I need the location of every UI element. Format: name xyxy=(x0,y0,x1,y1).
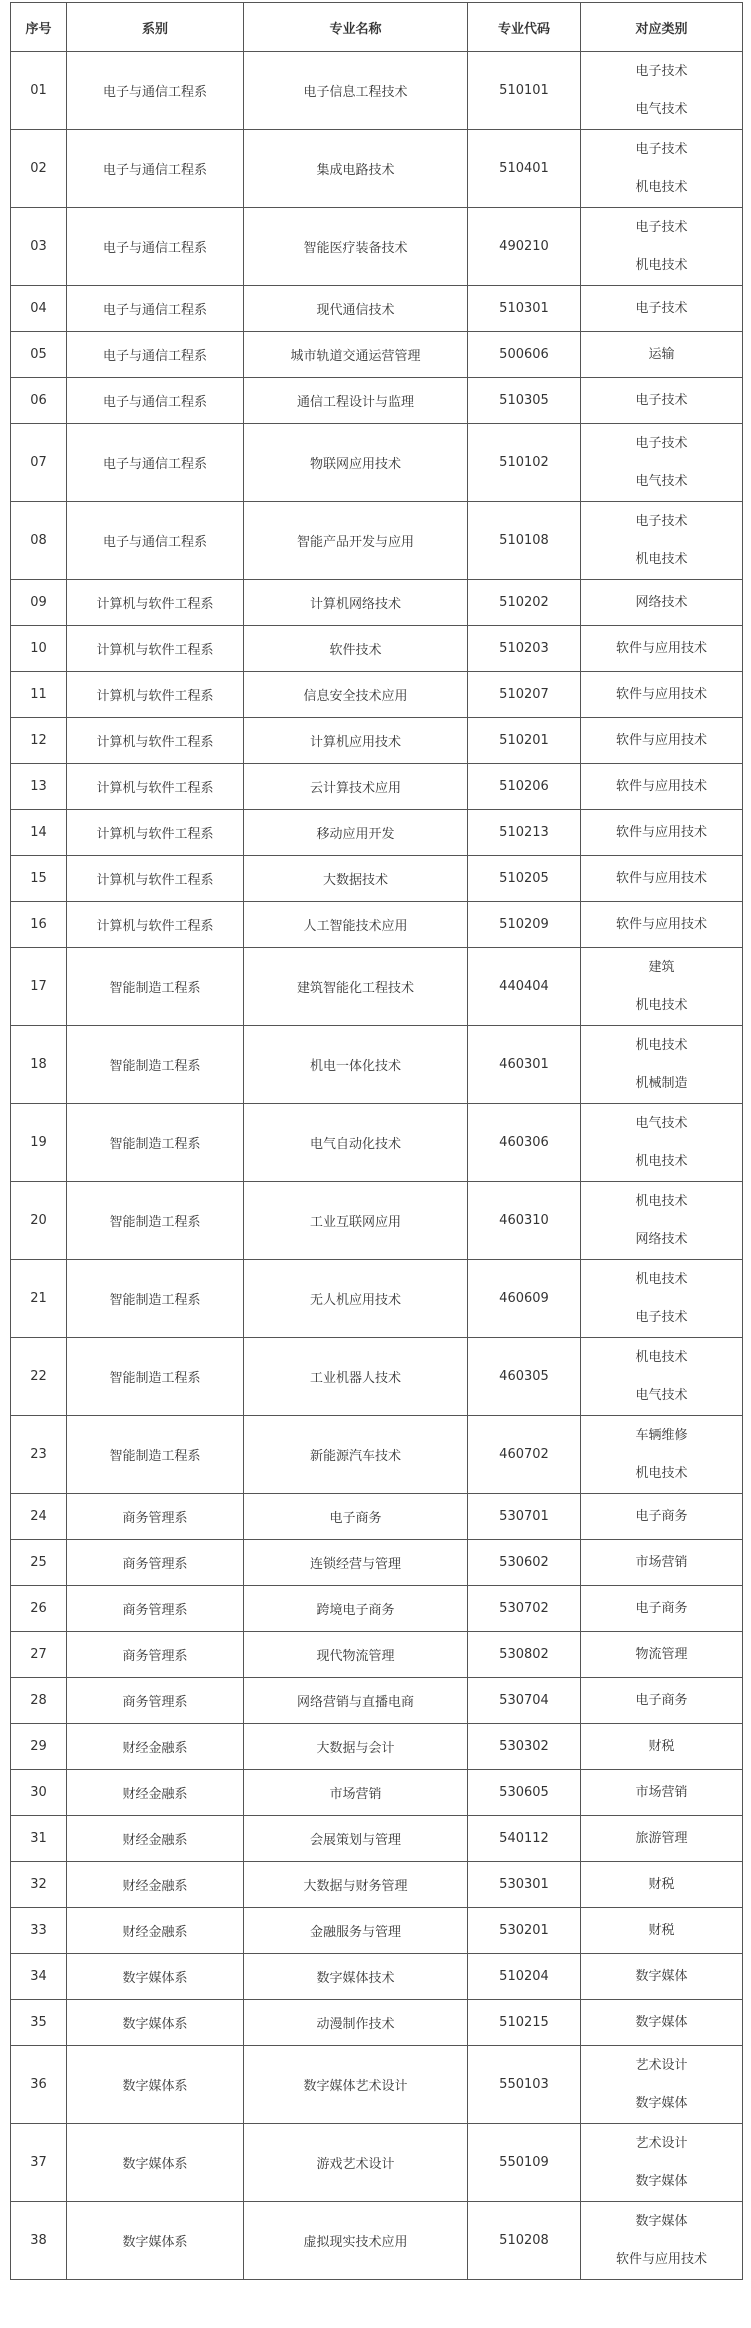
table-row xyxy=(11,1494,743,1540)
category-label: 数字媒体 xyxy=(635,2213,688,2229)
row-dept: 计算机与软件工程系 xyxy=(67,856,244,902)
row-major: 新能源汽车技术 xyxy=(244,1416,468,1494)
category-label: 机电技术 xyxy=(635,1465,688,1481)
header-no: 序号 xyxy=(11,3,67,52)
row-categories xyxy=(581,1540,743,1586)
category-label: 财税 xyxy=(648,1922,675,1938)
row-categories xyxy=(581,764,743,810)
row-code: 510205 xyxy=(468,856,581,902)
row-categories xyxy=(581,1182,743,1260)
table-row xyxy=(11,286,743,332)
row-dept: 智能制造工程系 xyxy=(67,1026,244,1104)
table-row xyxy=(11,1632,743,1678)
row-categories xyxy=(581,1494,743,1540)
table-row xyxy=(11,856,743,902)
row-major: 电子商务 xyxy=(244,1494,468,1540)
table-row xyxy=(11,1586,743,1632)
row-no: 17 xyxy=(11,948,67,1026)
table-row xyxy=(11,1724,743,1770)
table-row xyxy=(11,1338,743,1416)
category-label: 机电技术 xyxy=(635,1153,688,1169)
row-code: 490210 xyxy=(468,208,581,286)
row-code: 500606 xyxy=(468,332,581,378)
row-no: 07 xyxy=(11,424,67,502)
category-label: 机电技术 xyxy=(635,551,688,567)
row-dept: 智能制造工程系 xyxy=(67,1104,244,1182)
row-categories xyxy=(581,1954,743,2000)
table-row xyxy=(11,424,743,502)
category-label: 物流管理 xyxy=(635,1646,688,1662)
row-no: 35 xyxy=(11,2000,67,2046)
row-no: 32 xyxy=(11,1862,67,1908)
table-row xyxy=(11,1816,743,1862)
row-categories xyxy=(581,718,743,764)
row-no: 02 xyxy=(11,130,67,208)
row-categories xyxy=(581,1632,743,1678)
category-label: 电子商务 xyxy=(635,1692,688,1708)
table-row xyxy=(11,2124,743,2202)
row-major: 信息安全技术应用 xyxy=(244,672,468,718)
row-major: 电子信息工程技术 xyxy=(244,52,468,130)
row-no: 36 xyxy=(11,2046,67,2124)
category-label: 机电技术 xyxy=(635,1349,688,1365)
row-dept: 财经金融系 xyxy=(67,1724,244,1770)
row-code: 510202 xyxy=(468,580,581,626)
category-label: 软件与应用技术 xyxy=(615,916,707,932)
table-row xyxy=(11,332,743,378)
row-dept: 商务管理系 xyxy=(67,1540,244,1586)
row-no: 23 xyxy=(11,1416,67,1494)
row-no: 03 xyxy=(11,208,67,286)
row-categories xyxy=(581,208,743,286)
row-major: 大数据与会计 xyxy=(244,1724,468,1770)
row-code: 510204 xyxy=(468,1954,581,2000)
row-no: 26 xyxy=(11,1586,67,1632)
table-row xyxy=(11,810,743,856)
header-category: 对应类别 xyxy=(581,3,743,52)
category-label: 软件与应用技术 xyxy=(615,2251,707,2267)
category-label: 软件与应用技术 xyxy=(615,640,707,656)
row-no: 06 xyxy=(11,378,67,424)
category-label: 软件与应用技术 xyxy=(615,824,707,840)
row-major: 云计算技术应用 xyxy=(244,764,468,810)
category-label: 软件与应用技术 xyxy=(615,732,707,748)
row-code: 530702 xyxy=(468,1586,581,1632)
row-no: 28 xyxy=(11,1678,67,1724)
row-code: 510102 xyxy=(468,424,581,502)
table-row xyxy=(11,2046,743,2124)
row-no: 15 xyxy=(11,856,67,902)
row-code: 460609 xyxy=(468,1260,581,1338)
row-code: 460301 xyxy=(468,1026,581,1104)
category-label: 软件与应用技术 xyxy=(615,686,707,702)
table-row xyxy=(11,502,743,580)
row-no: 05 xyxy=(11,332,67,378)
row-major: 游戏艺术设计 xyxy=(244,2124,468,2202)
row-no: 34 xyxy=(11,1954,67,2000)
row-code: 510401 xyxy=(468,130,581,208)
row-dept: 计算机与软件工程系 xyxy=(67,718,244,764)
row-code: 550103 xyxy=(468,2046,581,2124)
table-row xyxy=(11,1908,743,1954)
row-code: 460306 xyxy=(468,1104,581,1182)
row-categories xyxy=(581,424,743,502)
row-dept: 电子与通信工程系 xyxy=(67,332,244,378)
row-dept: 数字媒体系 xyxy=(67,2202,244,2280)
category-label: 机电技术 xyxy=(635,179,688,195)
row-categories xyxy=(581,130,743,208)
row-no: 18 xyxy=(11,1026,67,1104)
row-major: 金融服务与管理 xyxy=(244,1908,468,1954)
category-label: 网络技术 xyxy=(635,594,688,610)
row-categories xyxy=(581,1908,743,1954)
row-categories xyxy=(581,2202,743,2280)
category-label: 电子商务 xyxy=(635,1508,688,1524)
row-dept: 财经金融系 xyxy=(67,1908,244,1954)
category-label: 电子技术 xyxy=(635,141,688,157)
category-label: 电子技术 xyxy=(635,63,688,79)
majors-table xyxy=(10,2,743,2280)
row-dept: 商务管理系 xyxy=(67,1586,244,1632)
row-major: 网络营销与直播电商 xyxy=(244,1678,468,1724)
row-code: 460310 xyxy=(468,1182,581,1260)
row-categories xyxy=(581,2124,743,2202)
row-categories xyxy=(581,1260,743,1338)
table-row xyxy=(11,1678,743,1724)
category-label: 电气技术 xyxy=(635,101,688,117)
row-dept: 电子与通信工程系 xyxy=(67,502,244,580)
row-no: 30 xyxy=(11,1770,67,1816)
row-major: 市场营销 xyxy=(244,1770,468,1816)
row-code: 530201 xyxy=(468,1908,581,1954)
row-major: 动漫制作技术 xyxy=(244,2000,468,2046)
table-row xyxy=(11,626,743,672)
row-dept: 数字媒体系 xyxy=(67,1954,244,2000)
row-categories xyxy=(581,1862,743,1908)
table-row xyxy=(11,1540,743,1586)
table-row xyxy=(11,902,743,948)
row-no: 33 xyxy=(11,1908,67,1954)
row-major: 集成电路技术 xyxy=(244,130,468,208)
table-row xyxy=(11,1862,743,1908)
row-categories xyxy=(581,1678,743,1724)
table-row xyxy=(11,672,743,718)
row-major: 电气自动化技术 xyxy=(244,1104,468,1182)
table-body xyxy=(11,52,743,2280)
table-row xyxy=(11,1026,743,1104)
table-row xyxy=(11,1954,743,2000)
row-no: 22 xyxy=(11,1338,67,1416)
category-label: 建筑 xyxy=(648,959,675,975)
row-categories xyxy=(581,2000,743,2046)
row-dept: 计算机与软件工程系 xyxy=(67,626,244,672)
table-row xyxy=(11,948,743,1026)
row-categories xyxy=(581,948,743,1026)
row-dept: 商务管理系 xyxy=(67,1632,244,1678)
category-label: 机电技术 xyxy=(635,1271,688,1287)
row-major: 移动应用开发 xyxy=(244,810,468,856)
table-row xyxy=(11,718,743,764)
row-no: 10 xyxy=(11,626,67,672)
row-major: 虚拟现实技术应用 xyxy=(244,2202,468,2280)
category-label: 电气技术 xyxy=(635,1387,688,1403)
row-dept: 电子与通信工程系 xyxy=(67,378,244,424)
category-label: 电子技术 xyxy=(635,392,688,408)
row-code: 530802 xyxy=(468,1632,581,1678)
category-label: 电子技术 xyxy=(635,513,688,529)
row-code: 550109 xyxy=(468,2124,581,2202)
table-row xyxy=(11,764,743,810)
category-label: 机电技术 xyxy=(635,997,688,1013)
row-dept: 财经金融系 xyxy=(67,1816,244,1862)
row-categories xyxy=(581,580,743,626)
row-categories xyxy=(581,1586,743,1632)
table-row xyxy=(11,1104,743,1182)
category-label: 数字媒体 xyxy=(635,1968,688,1984)
category-label: 数字媒体 xyxy=(635,2014,688,2030)
row-major: 连锁经营与管理 xyxy=(244,1540,468,1586)
row-code: 510215 xyxy=(468,2000,581,2046)
row-no: 14 xyxy=(11,810,67,856)
row-categories xyxy=(581,52,743,130)
row-code: 460702 xyxy=(468,1416,581,1494)
row-categories xyxy=(581,2046,743,2124)
row-no: 13 xyxy=(11,764,67,810)
row-code: 510108 xyxy=(468,502,581,580)
row-dept: 数字媒体系 xyxy=(67,2046,244,2124)
row-dept: 计算机与软件工程系 xyxy=(67,764,244,810)
row-major: 智能医疗装备技术 xyxy=(244,208,468,286)
row-code: 530602 xyxy=(468,1540,581,1586)
row-no: 12 xyxy=(11,718,67,764)
row-dept: 财经金融系 xyxy=(67,1862,244,1908)
row-dept: 电子与通信工程系 xyxy=(67,130,244,208)
row-no: 04 xyxy=(11,286,67,332)
category-label: 电子技术 xyxy=(635,300,688,316)
row-categories xyxy=(581,1416,743,1494)
row-dept: 电子与通信工程系 xyxy=(67,208,244,286)
row-no: 21 xyxy=(11,1260,67,1338)
row-categories xyxy=(581,502,743,580)
row-no: 19 xyxy=(11,1104,67,1182)
category-label: 数字媒体 xyxy=(635,2173,688,2189)
row-no: 24 xyxy=(11,1494,67,1540)
row-categories xyxy=(581,1026,743,1104)
category-label: 软件与应用技术 xyxy=(615,870,707,886)
row-major: 数字媒体艺术设计 xyxy=(244,2046,468,2124)
header-dept: 系别 xyxy=(67,3,244,52)
category-label: 网络技术 xyxy=(635,1231,688,1247)
row-code: 510213 xyxy=(468,810,581,856)
row-major: 智能产品开发与应用 xyxy=(244,502,468,580)
table-row xyxy=(11,2202,743,2280)
row-dept: 智能制造工程系 xyxy=(67,1338,244,1416)
row-dept: 智能制造工程系 xyxy=(67,1182,244,1260)
row-no: 31 xyxy=(11,1816,67,1862)
category-label: 运输 xyxy=(648,346,675,362)
row-major: 软件技术 xyxy=(244,626,468,672)
row-dept: 商务管理系 xyxy=(67,1678,244,1724)
row-major: 通信工程设计与监理 xyxy=(244,378,468,424)
row-dept: 电子与通信工程系 xyxy=(67,52,244,130)
row-no: 38 xyxy=(11,2202,67,2280)
row-major: 工业机器人技术 xyxy=(244,1338,468,1416)
row-code: 530605 xyxy=(468,1770,581,1816)
row-categories xyxy=(581,286,743,332)
row-categories xyxy=(581,1770,743,1816)
category-label: 电气技术 xyxy=(635,473,688,489)
row-code: 510301 xyxy=(468,286,581,332)
row-categories xyxy=(581,672,743,718)
table-row xyxy=(11,1770,743,1816)
row-categories xyxy=(581,1338,743,1416)
category-label: 机电技术 xyxy=(635,1193,688,1209)
table-row xyxy=(11,130,743,208)
category-label: 市场营销 xyxy=(635,1554,688,1570)
table-row xyxy=(11,1416,743,1494)
row-code: 510209 xyxy=(468,902,581,948)
category-label: 数字媒体 xyxy=(635,2095,688,2111)
category-label: 财税 xyxy=(648,1876,675,1892)
row-categories xyxy=(581,1104,743,1182)
row-code: 510207 xyxy=(468,672,581,718)
header-major: 专业名称 xyxy=(244,3,468,52)
category-label: 电子商务 xyxy=(635,1600,688,1616)
row-dept: 商务管理系 xyxy=(67,1494,244,1540)
category-label: 软件与应用技术 xyxy=(615,778,707,794)
row-code: 540112 xyxy=(468,1816,581,1862)
row-categories xyxy=(581,902,743,948)
table-row xyxy=(11,1182,743,1260)
row-dept: 电子与通信工程系 xyxy=(67,286,244,332)
table-row xyxy=(11,580,743,626)
row-no: 16 xyxy=(11,902,67,948)
category-label: 电子技术 xyxy=(635,1309,688,1325)
row-dept: 计算机与软件工程系 xyxy=(67,672,244,718)
row-dept: 智能制造工程系 xyxy=(67,1260,244,1338)
row-major: 计算机应用技术 xyxy=(244,718,468,764)
row-major: 人工智能技术应用 xyxy=(244,902,468,948)
row-major: 跨境电子商务 xyxy=(244,1586,468,1632)
category-label: 市场营销 xyxy=(635,1784,688,1800)
table-row xyxy=(11,378,743,424)
row-code: 530701 xyxy=(468,1494,581,1540)
row-major: 大数据技术 xyxy=(244,856,468,902)
category-label: 机电技术 xyxy=(635,1037,688,1053)
row-dept: 数字媒体系 xyxy=(67,2124,244,2202)
row-major: 数字媒体技术 xyxy=(244,1954,468,2000)
table-row xyxy=(11,52,743,130)
category-label: 财税 xyxy=(648,1738,675,1754)
row-categories xyxy=(581,856,743,902)
row-categories xyxy=(581,1816,743,1862)
row-major: 工业互联网应用 xyxy=(244,1182,468,1260)
row-major: 现代物流管理 xyxy=(244,1632,468,1678)
row-dept: 电子与通信工程系 xyxy=(67,424,244,502)
row-dept: 计算机与软件工程系 xyxy=(67,902,244,948)
row-code: 530302 xyxy=(468,1724,581,1770)
row-no: 37 xyxy=(11,2124,67,2202)
row-code: 530704 xyxy=(468,1678,581,1724)
row-dept: 计算机与软件工程系 xyxy=(67,580,244,626)
row-major: 机电一体化技术 xyxy=(244,1026,468,1104)
row-code: 510208 xyxy=(468,2202,581,2280)
row-code: 510203 xyxy=(468,626,581,672)
row-major: 物联网应用技术 xyxy=(244,424,468,502)
row-major: 计算机网络技术 xyxy=(244,580,468,626)
row-code: 510201 xyxy=(468,718,581,764)
category-label: 机械制造 xyxy=(635,1075,688,1091)
row-categories xyxy=(581,378,743,424)
category-label: 电子技术 xyxy=(635,435,688,451)
row-major: 无人机应用技术 xyxy=(244,1260,468,1338)
header-code: 专业代码 xyxy=(468,3,581,52)
row-categories xyxy=(581,810,743,856)
category-label: 电气技术 xyxy=(635,1115,688,1131)
row-major: 会展策划与管理 xyxy=(244,1816,468,1862)
row-major: 大数据与财务管理 xyxy=(244,1862,468,1908)
row-code: 510206 xyxy=(468,764,581,810)
row-code: 460305 xyxy=(468,1338,581,1416)
row-code: 440404 xyxy=(468,948,581,1026)
row-no: 08 xyxy=(11,502,67,580)
table-row xyxy=(11,1260,743,1338)
row-no: 29 xyxy=(11,1724,67,1770)
table-row xyxy=(11,208,743,286)
row-categories xyxy=(581,626,743,672)
row-dept: 计算机与软件工程系 xyxy=(67,810,244,856)
category-label: 艺术设计 xyxy=(635,2135,688,2151)
row-no: 27 xyxy=(11,1632,67,1678)
row-no: 25 xyxy=(11,1540,67,1586)
row-code: 510101 xyxy=(468,52,581,130)
row-no: 01 xyxy=(11,52,67,130)
row-dept: 数字媒体系 xyxy=(67,2000,244,2046)
row-categories xyxy=(581,332,743,378)
category-label: 艺术设计 xyxy=(635,2057,688,2073)
row-code: 530301 xyxy=(468,1862,581,1908)
row-code: 510305 xyxy=(468,378,581,424)
row-dept: 智能制造工程系 xyxy=(67,948,244,1026)
row-categories xyxy=(581,1724,743,1770)
category-label: 机电技术 xyxy=(635,257,688,273)
row-major: 城市轨道交通运营管理 xyxy=(244,332,468,378)
row-no: 09 xyxy=(11,580,67,626)
row-no: 20 xyxy=(11,1182,67,1260)
category-label: 电子技术 xyxy=(635,219,688,235)
row-dept: 财经金融系 xyxy=(67,1770,244,1816)
row-major: 现代通信技术 xyxy=(244,286,468,332)
table-header-row xyxy=(11,3,743,52)
category-label: 车辆维修 xyxy=(635,1427,688,1443)
category-label: 旅游管理 xyxy=(635,1830,688,1846)
row-major: 建筑智能化工程技术 xyxy=(244,948,468,1026)
row-no: 11 xyxy=(11,672,67,718)
table-row xyxy=(11,2000,743,2046)
row-dept: 智能制造工程系 xyxy=(67,1416,244,1494)
